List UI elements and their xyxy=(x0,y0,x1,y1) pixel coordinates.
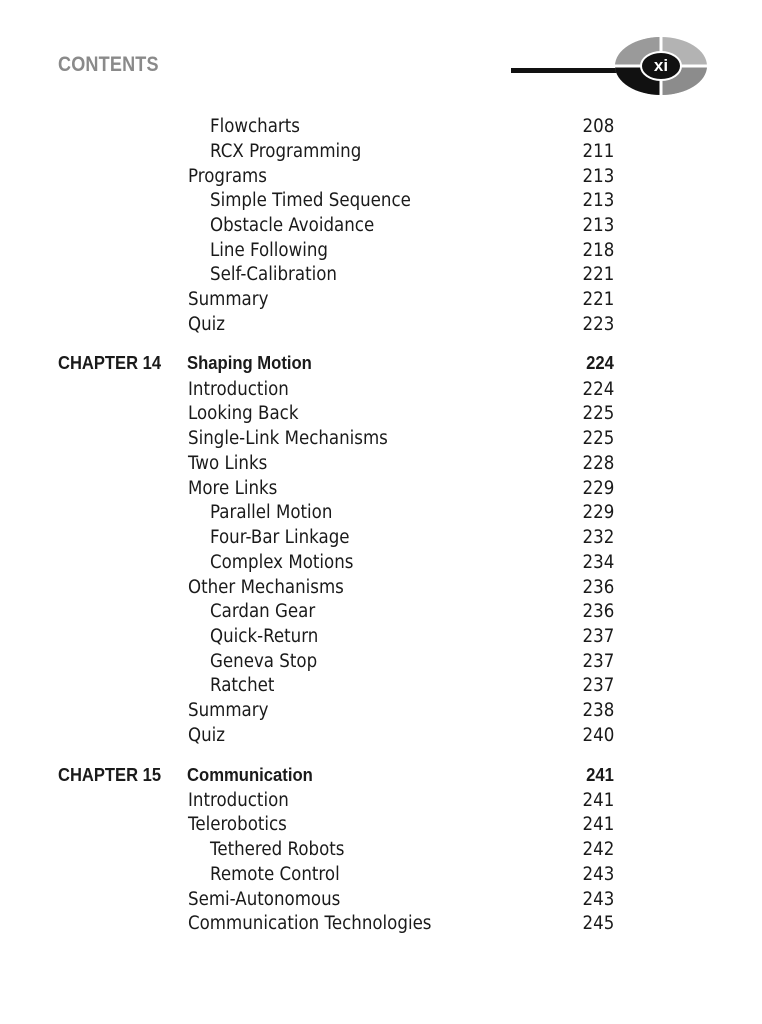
toc-entry xyxy=(0,576,762,600)
toc-entry-title: Geneva Stop xyxy=(210,651,318,672)
toc-entry-page: 208 xyxy=(582,116,614,137)
toc-entry xyxy=(0,378,762,402)
toc-entry-title: Obstacle Avoidance xyxy=(210,215,375,236)
toc-entry xyxy=(0,526,762,550)
toc-entry-page: 234 xyxy=(582,552,614,573)
toc-entry-title: Programs xyxy=(188,166,267,187)
toc-entry-title: Flowcharts xyxy=(210,116,300,137)
toc-entry xyxy=(0,402,762,426)
toc-entry-title: Simple Timed Sequence xyxy=(210,190,411,211)
toc-entry-page: 213 xyxy=(582,190,614,211)
toc-entry xyxy=(0,600,762,624)
toc-entry-title: More Links xyxy=(188,478,278,499)
toc-entry xyxy=(0,477,762,501)
toc-entry-page: 221 xyxy=(582,289,614,310)
chapter-page: 241 xyxy=(586,764,614,785)
toc-entry-page: 237 xyxy=(582,651,614,672)
toc-entry-title: Quiz xyxy=(188,314,226,335)
toc-entry xyxy=(0,140,762,164)
toc-entry xyxy=(0,863,762,887)
toc-entry-page: 221 xyxy=(582,264,614,285)
toc-entry-page: 237 xyxy=(582,675,614,696)
toc-entry xyxy=(0,888,762,912)
toc-entry xyxy=(0,789,762,813)
toc-entry-title: Telerobotics xyxy=(188,814,287,835)
toc-entry-page: 229 xyxy=(582,502,614,523)
toc-entry xyxy=(0,650,762,674)
toc-entry-page: 238 xyxy=(582,700,614,721)
toc-entry-page: 243 xyxy=(582,889,614,910)
page-header-title: CONTENTS xyxy=(58,53,159,76)
toc-entry-title: Communication Technologies xyxy=(188,913,432,934)
toc-entry-title: Cardan Gear xyxy=(210,601,316,622)
toc-entry-page: 245 xyxy=(582,913,614,934)
toc-entry-page: 240 xyxy=(582,725,614,746)
toc-entry xyxy=(0,912,762,936)
toc-entry xyxy=(0,551,762,575)
toc-entry-title: Introduction xyxy=(188,790,289,811)
toc-entry-title: Parallel Motion xyxy=(210,502,333,523)
toc-entry-page: 224 xyxy=(582,379,614,400)
toc-entry xyxy=(0,724,762,748)
toc-entry-page: 243 xyxy=(582,864,614,885)
toc-entry-page: 213 xyxy=(582,215,614,236)
toc-entry-page: 229 xyxy=(582,478,614,499)
toc-entry-title: Introduction xyxy=(188,379,289,400)
toc-entry-page: 232 xyxy=(582,527,614,548)
page-number-badge: xi xyxy=(653,56,669,75)
toc-entry-title: Four-Bar Linkage xyxy=(210,527,350,548)
toc-entry xyxy=(0,625,762,649)
toc-entry-title: Tethered Robots xyxy=(210,839,345,860)
toc-entry xyxy=(0,214,762,238)
toc-entry-title: Single-Link Mechanisms xyxy=(188,428,388,449)
toc-entry-title: Quick-Return xyxy=(210,626,319,647)
toc-entry-page: 225 xyxy=(582,403,614,424)
toc-entry xyxy=(0,313,762,337)
toc-entry xyxy=(0,838,762,862)
toc-entry xyxy=(0,288,762,312)
toc-entry-title: Looking Back xyxy=(188,403,299,424)
toc-entry-title: Summary xyxy=(188,289,269,310)
toc-entry-page: 236 xyxy=(582,601,614,622)
toc-entry-page: 228 xyxy=(582,453,614,474)
chapter-number: CHAPTER 14 xyxy=(58,353,162,373)
chapter-number: CHAPTER 15 xyxy=(58,765,162,785)
toc-entry xyxy=(0,115,762,139)
toc-entry-page: 211 xyxy=(582,141,614,162)
toc-entry-title: Semi-Autonomous xyxy=(188,889,341,910)
toc-entry xyxy=(0,674,762,698)
toc-entry xyxy=(0,165,762,189)
toc-entry-page: 241 xyxy=(582,814,614,835)
toc-entry xyxy=(0,501,762,525)
toc-entry-title: Two Links xyxy=(188,453,268,474)
toc-entry xyxy=(0,699,762,723)
toc-entry xyxy=(0,427,762,451)
toc-entry-page: 242 xyxy=(582,839,614,860)
toc-entry-title: Self-Calibration xyxy=(210,264,337,285)
toc-chapter-heading xyxy=(0,763,762,787)
toc-entry-title: Summary xyxy=(188,700,269,721)
toc-entry-title: Remote Control xyxy=(210,864,340,885)
chapter-title: Communication xyxy=(187,764,313,785)
toc-entry-title: Line Following xyxy=(210,240,328,261)
toc-entry-page: 241 xyxy=(582,790,614,811)
toc-entry xyxy=(0,263,762,287)
toc-entry xyxy=(0,189,762,213)
toc-entry-page: 237 xyxy=(582,626,614,647)
toc-entry-page: 223 xyxy=(582,314,614,335)
toc-entry xyxy=(0,452,762,476)
chapter-title: Shaping Motion xyxy=(187,352,312,373)
toc-entry-page: 218 xyxy=(582,240,614,261)
toc-entry xyxy=(0,813,762,837)
toc-entry-page: 213 xyxy=(582,166,614,187)
toc-entry-title: RCX Programming xyxy=(210,141,362,162)
toc-entry-title: Ratchet xyxy=(210,675,275,696)
toc-entry-title: Other Mechanisms xyxy=(188,577,344,598)
toc-entry-page: 236 xyxy=(582,577,614,598)
toc-entry xyxy=(0,239,762,263)
toc-chapter-heading xyxy=(0,351,762,375)
toc-entry-page: 225 xyxy=(582,428,614,449)
toc-entry-title: Complex Motions xyxy=(210,552,354,573)
toc-entry-title: Quiz xyxy=(188,725,226,746)
chapter-page: 224 xyxy=(586,352,614,373)
